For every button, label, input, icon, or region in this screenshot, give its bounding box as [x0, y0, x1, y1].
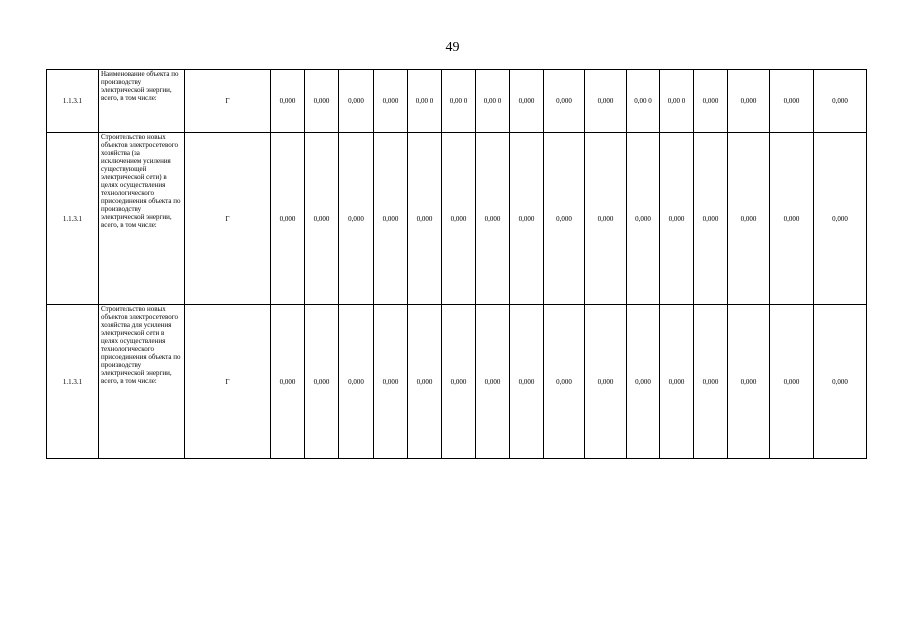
value-cell: 0,00 0	[442, 70, 476, 133]
table-row	[47, 305, 867, 459]
value-cell: 0,000	[728, 305, 770, 459]
value-cell: 0,000	[728, 133, 770, 305]
value-cell: 0,000	[305, 70, 339, 133]
value-cell: 0,000	[271, 70, 305, 133]
page-number: 49	[445, 40, 460, 55]
value-cell: 0,000	[694, 305, 728, 459]
value-cell: 0,000	[408, 305, 442, 459]
value-cell: 0,000	[374, 70, 408, 133]
value-cell: 0,000	[442, 133, 476, 305]
value-cell: 0,000	[271, 133, 305, 305]
value-cell: 0,000	[814, 305, 867, 459]
value-cell: 0,000	[728, 70, 770, 133]
row-code: 1.1.3.1	[47, 70, 99, 133]
row-name: Строительство новых объектов электросетевого хозяйства для усиления электрической сети в целях осуществления технологического присоединения объекта по производству электрической энергии, всего, в том числе:	[99, 305, 185, 459]
value-cell: 0,000	[305, 305, 339, 459]
value-cell: 0,000	[544, 305, 585, 459]
value-cell: 0,000	[510, 70, 544, 133]
value-cell: 0,000	[476, 133, 510, 305]
row-code: 1.1.3.1	[47, 305, 99, 459]
value-cell: 0,000	[339, 305, 374, 459]
value-cell: 0,000	[585, 305, 627, 459]
value-cell: 0,000	[544, 70, 585, 133]
value-cell: 0,000	[374, 305, 408, 459]
value-cell: 0,000	[544, 133, 585, 305]
value-cell: 0,000	[476, 305, 510, 459]
value-cell: 0,000	[694, 133, 728, 305]
table-row	[47, 70, 867, 133]
value-cell: 0,000	[585, 133, 627, 305]
value-cell: 0,00 0	[627, 70, 660, 133]
row-code: 1.1.3.1	[47, 133, 99, 305]
row-name: Наименование объекта по производству электрической энергии, всего, в том числе:	[99, 70, 185, 133]
value-cell: 0,000	[510, 133, 544, 305]
value-cell: 0,000	[271, 305, 305, 459]
value-cell: 0,000	[339, 133, 374, 305]
value-cell: 0,000	[660, 305, 694, 459]
value-cell: 0,000	[442, 305, 476, 459]
value-cell: 0,000	[770, 133, 814, 305]
table-row	[47, 133, 867, 305]
value-cell: 0,000	[374, 133, 408, 305]
value-cell: 0,000	[627, 305, 660, 459]
value-cell: 0,000	[694, 70, 728, 133]
value-cell: 0,000	[627, 133, 660, 305]
value-cell: 0,000	[814, 70, 867, 133]
value-cell: 0,000	[339, 70, 374, 133]
value-cell: 0,00 0	[408, 70, 442, 133]
value-cell: 0,00 0	[476, 70, 510, 133]
value-cell: 0,000	[305, 133, 339, 305]
value-cell: 0,000	[510, 305, 544, 459]
value-cell: 0,00 0	[660, 70, 694, 133]
row-unit: Г	[185, 133, 271, 305]
row-name: Строительство новых объектов электросетевого хозяйства (за исключением усиления существующей электрической сети) в целях осуществления технологического присоединения объекта по производству электрической энергии, всего, в том числе:	[99, 133, 185, 305]
value-cell: 0,000	[814, 133, 867, 305]
value-cell: 0,000	[408, 133, 442, 305]
investment-table	[46, 69, 867, 459]
value-cell: 0,000	[585, 70, 627, 133]
row-unit: Г	[185, 70, 271, 133]
value-cell: 0,000	[770, 70, 814, 133]
row-unit: Г	[185, 305, 271, 459]
value-cell: 0,000	[660, 133, 694, 305]
value-cell: 0,000	[770, 305, 814, 459]
